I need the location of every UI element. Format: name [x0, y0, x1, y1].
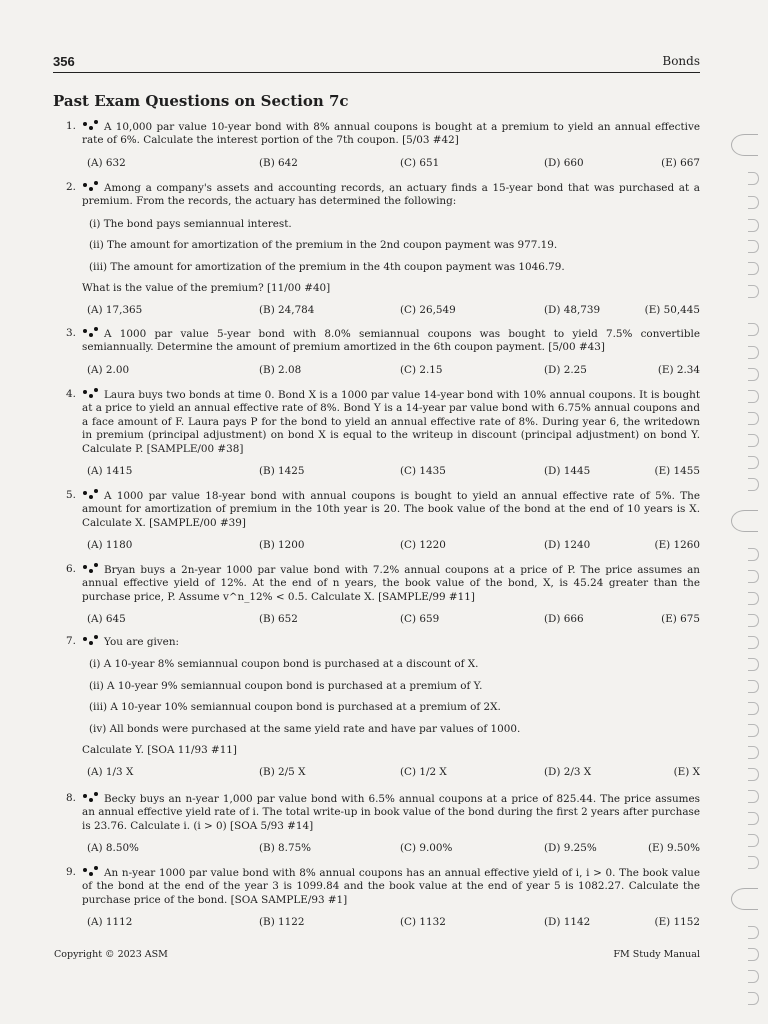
choice-e: (E) 1260: [654, 539, 700, 552]
choice-c: (C) 659: [400, 613, 440, 626]
choice-b: (B) 2/5 X: [259, 766, 306, 779]
difficulty-icon: [82, 120, 99, 132]
given-items: [89, 218, 700, 274]
question-3: [53, 327, 700, 378]
choice-b: (B) 652: [259, 613, 298, 626]
choice-b: (B) 642: [259, 156, 298, 169]
answer-choices: [82, 613, 700, 627]
choice-c: (C) 26,549: [400, 304, 456, 317]
choice-e: (E) 50,445: [644, 304, 700, 317]
question-stem: You are given:: [104, 636, 180, 648]
answer-choices: [82, 157, 700, 171]
choice-a: (A) 1415: [87, 465, 133, 478]
question-9: [53, 866, 700, 930]
choice-c: (C) 9.00%: [400, 842, 453, 855]
choice-d: (D) 1240: [544, 539, 591, 552]
question-number: 4.: [66, 388, 76, 400]
question-7: [53, 635, 700, 780]
given-items: [89, 658, 700, 736]
choice-e: (E) 1455: [654, 465, 700, 478]
choice-d: (D) 1445: [544, 465, 591, 478]
choice-e: (E) 2.34: [657, 363, 700, 376]
choice-e: (E) 675: [661, 613, 700, 626]
manual-footer: FM Study Manual: [613, 949, 700, 960]
choice-e: (E) X: [673, 766, 700, 779]
question-1: [53, 120, 700, 171]
question-number: 3.: [66, 327, 76, 339]
difficulty-icon: [82, 563, 99, 575]
question-5: [53, 489, 700, 553]
answer-choices: [82, 539, 700, 553]
question-6: [53, 563, 700, 627]
difficulty-icon: [82, 635, 99, 647]
copyright-footer: Copyright © 2023 ASM: [54, 949, 168, 960]
choice-d: (D) 666: [544, 613, 584, 626]
question-number: 8.: [66, 792, 76, 804]
choice-d: (D) 1142: [544, 916, 591, 929]
given-item: (i) The bond pays semiannual interest.: [89, 217, 292, 230]
choice-b: (B) 1200: [259, 539, 305, 552]
given-item: (i) A 10-year 8% semiannual coupon bond is purchased at a discount of X.: [89, 658, 479, 671]
choice-c: (C) 2.15: [400, 363, 443, 376]
answer-choices: [82, 842, 700, 856]
choice-d: (D) 48,739: [544, 304, 601, 317]
choice-a: (A) 1112: [87, 916, 133, 929]
choice-e: (E) 1152: [654, 916, 700, 929]
choice-d: (D) 660: [544, 156, 584, 169]
question-stem: An n-year 1000 par value bond with 8% annual coupons has an annual effective yield of i, i > 0. The book value of the bond at the end of the year 3 is 1099.84 and the book value at the end of year 5 is 1082.27. Calculate the purchase price of the bond. [SOA SAMPLE/93 #1]: [82, 867, 700, 906]
given-item: (ii) The amount for amortization of the premium in the 2nd coupon payment was 977.19.: [89, 239, 558, 252]
given-item: (iv) All bonds were purchased at the same yield rate and have par values of 1000.: [89, 722, 521, 735]
section-title: Past Exam Questions on Section 7c: [53, 92, 349, 110]
choice-e: (E) 667: [661, 156, 700, 169]
question-number: 5.: [66, 489, 76, 501]
choice-a: (A) 8.50%: [87, 842, 139, 855]
question-stem: A 1000 par value 18-year bond with annual coupons is bought to yield an annual effective rate of 5%. The amount for amortization of premium in the 10th year is 20. The book value of the bond at the end of 10 years is X. Calculate X. [SAMPLE/00 #39]: [82, 490, 700, 529]
answer-choices: [82, 465, 700, 479]
question-stem: A 1000 par value 5-year bond with 8.0% semiannual coupons was bought to yield 7.5% convertible semiannually. Determine the amount of premium amortized in the 6th coupon payment. [5/00 #43]: [82, 328, 700, 354]
choice-c: (C) 1/2 X: [400, 766, 447, 779]
difficulty-icon: [82, 792, 99, 804]
page-number: 356: [53, 54, 75, 69]
question-2: [53, 181, 700, 318]
choice-c: (C) 1132: [400, 916, 446, 929]
question-stem: Bryan buys a 2n-year 1000 par value bond with 7.2% annual coupons at a price of P. The price assumes an annual effective yield of 12%. At the end of n years, the book value of the bond, X, is 45.24 greater than the purchase price, P. Assume v^n_12% < 0.5. Calculate X. [SAMPLE/99 #11]: [82, 564, 700, 603]
choice-d: (D) 2.25: [544, 363, 587, 376]
question-number: 1.: [66, 120, 76, 132]
choice-b: (B) 2.08: [259, 363, 302, 376]
chapter-title: Bonds: [662, 54, 700, 68]
choice-b: (B) 8.75%: [259, 842, 312, 855]
choice-a: (A) 632: [87, 156, 126, 169]
question-stem: Laura buys two bonds at time 0. Bond X is a 1000 par value 14-year bond with 10% annual coupons. It is bought at a price to yield an annual effective rate of 8%. Bond Y is a 14-year par value bond with 6.75% annual coupons and a face amount of F. Laura pays P for the bond to yield an annual effective rate of 8%. During year 6, the writedown in premium (principal adjustment) on bond X is equal to the writeup in discount (principal adjustment) on bond Y. Calculate P. [SAMPLE/00 #38]: [82, 389, 700, 455]
choice-a: (A) 2.00: [87, 363, 130, 376]
difficulty-icon: [82, 327, 99, 339]
answer-choices: [82, 916, 700, 930]
difficulty-icon: [82, 181, 99, 193]
difficulty-icon: [82, 489, 99, 501]
choice-b: (B) 1425: [259, 465, 305, 478]
choice-a: (A) 17,365: [87, 304, 143, 317]
question-stem: Becky buys an n-year 1,000 par value bond with 6.5% annual coupons at a price of 825.44. The price assumes an annual effective yield rate of i. The total write-up in book value of the bond during the first 2 years after purchase is 23.76. Calculate i. (i > 0) [SOA 5/93 #14]: [82, 793, 700, 832]
question-followup: What is the value of the premium? [11/00 #40]: [82, 282, 331, 295]
difficulty-icon: [82, 388, 99, 400]
question-4: [53, 388, 700, 479]
choice-e: (E) 9.50%: [647, 842, 700, 855]
choice-a: (A) 645: [87, 613, 126, 626]
question-8: [53, 792, 700, 856]
given-item: (iii) A 10-year 10% semiannual coupon bond is purchased at a premium of 2X.: [89, 701, 501, 714]
question-number: 9.: [66, 866, 76, 878]
choice-a: (A) 1180: [87, 539, 133, 552]
question-number: 2.: [66, 181, 76, 193]
question-number: 6.: [66, 563, 76, 575]
given-item: (ii) A 10-year 9% semiannual coupon bond is purchased at a premium of Y.: [89, 679, 483, 692]
page-header: [53, 54, 700, 73]
question-stem: A 10,000 par value 10-year bond with 8% annual coupons is bought at a premium to yield an annual effective rate of 6%. Calculate the interest portion of the 7th coupon. [5/03 #42]: [82, 121, 700, 147]
given-item: (iii) The amount for amortization of the premium in the 4th coupon payment was 1046.79.: [89, 260, 565, 273]
choice-c: (C) 1435: [400, 465, 446, 478]
answer-choices: [82, 766, 700, 780]
question-followup: Calculate Y. [SOA 11/93 #11]: [82, 744, 237, 757]
answer-choices: [82, 364, 700, 378]
choice-c: (C) 1220: [400, 539, 446, 552]
choice-c: (C) 651: [400, 156, 440, 169]
choice-d: (D) 9.25%: [544, 842, 597, 855]
question-number: 7.: [66, 635, 76, 647]
question-stem: Among a company's assets and accounting records, an actuary finds a 15-year bond that was purchased at a premium. From the records, the actuary has determined the following:: [82, 182, 700, 208]
choice-d: (D) 2/3 X: [544, 766, 592, 779]
answer-choices: [82, 304, 700, 318]
choice-b: (B) 24,784: [259, 304, 315, 317]
choice-a: (A) 1/3 X: [87, 766, 134, 779]
difficulty-icon: [82, 866, 99, 878]
choice-b: (B) 1122: [259, 916, 305, 929]
